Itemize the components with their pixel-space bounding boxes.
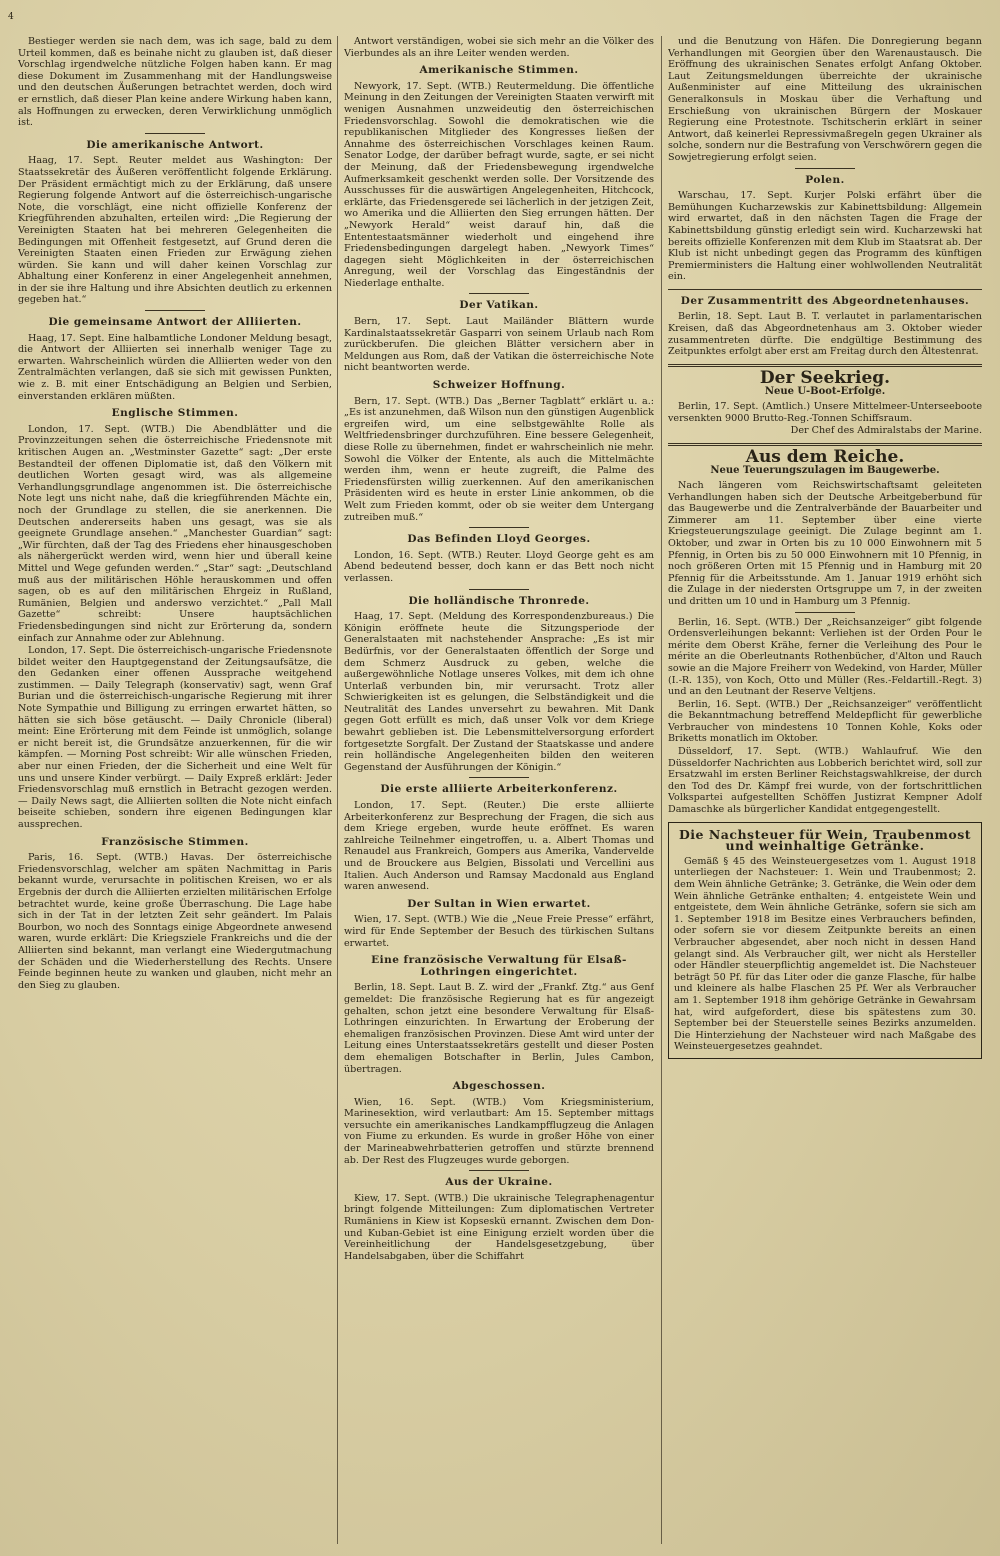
article-text: Haag, 17. Sept. (Meldung des Korrespondenzbureaus.) Die Königin eröffnete heute die Sitzungsperiode der Generalstaaten mit nachstehender Ansprache: „Es ist mir Bedürfnis, vor der Generalstaaten öffentlich der Sorge und dem Schmerz Ausdruck zu geben, welche die außergewöhnliche Notlage unseres Volkes, mit dem ich ohne Unterlaß verbunden bin, mir verursacht. Trotz aller Schwierigkeiten ist es gelungen, die Selbständigkeit und die Neutralität des Landes unversehrt zu bewahren. Mit Dank gegen Gott erfüllt es mich, daß unser Volk vor dem Kriege bewahrt geblieben ist. Die Lebensmittelversorgung erfordert fortgesetzte Sorgfalt. Der Zustand der Staatskasse und andere rein holländische Angelegenheiten bilden den weiteren Gegenstand der Ausführungen der Königin.“ xyxy=(344,611,654,773)
divider xyxy=(795,168,855,169)
headline-labour-conference: Die erste alliierte Arbeiterkonferenz. xyxy=(380,783,618,796)
page-number: 4 xyxy=(8,12,14,22)
article-text: Bern, 17. Sept. Laut Mailänder Blättern wurde Kardinalstaatssekretär Gasparri von seinem Urlaub nach Rom zurückberufen. Die gleichen Blätter versichern aber in Meldungen aus Rom, daß der Vatikan die österreichische Note nicht beantworten werde. xyxy=(344,316,654,374)
article-text: Haag, 17. Sept. Reuter meldet aus Washington: Der Staatssekretär des Äußeren veröffentlicht folgende Erklärung. Der Präsident ermächtigt mich zu der Erklärung, daß unsere Regierung folgende Antwort auf die österreichisch-ungarische Note, die vorschlägt, eine nicht offizielle Konferenz der Kriegführenden abzuhalten, erteilen wird: „Die Regierung der Vereinigten Staaten hat bei mehreren Gelegenheiten die Bedingungen mit Offenheit festgesetzt, auf Grund deren die Vereinigten Staaten einen Frieden zur Erwägung ziehen würden. Sie kann und will daher keinen Vorschlag zur Abhaltung einer Konferenz in einer Angelegenheit annehmen, in der sie ihre Haltung und ihre Absichten deutlich zu erkennen gegeben hat.“ xyxy=(18,155,332,306)
article-text: Nach längeren vom Reichswirtschaftsamt geleiteten Verhandlungen haben sich der Deutsche Arbeitgeberbund für das Baugewerbe und die Zentralverbände der Bauarbeiter und Zimmerer am 11. September über eine vierte Kriegsteuerungszulage geeinigt. Die Zulage beginnt am 1. Oktober, und zwar in Orten bis zu 10 000 Einwohnern mit 5 Pfennig, in Orten bis zu 50 000 Einwohnern mit 10 Pfennig, in noch größeren Orten mit 15 Pfennig und in Hamburg mit 20 Pfennig für die Arbeitsstunde. Am 1. Januar 1919 erhöht sich die Zulage in der niedersten Ortsgruppe um 7, in der zweiten und dritten um 10 und in Hamburg um 3 Pfennig. xyxy=(668,480,982,607)
headline-vatican: Der Vatikan. xyxy=(459,299,539,312)
article-text: Newyork, 17. Sept. (WTB.) Reutermeldung. Die öffentliche Meinung in den Zeitungen der Vereinigten Staaten verwirft mit wenigen Ausnahmen unzweideutig den österreichischen Friedensvorschlag. Sowohl die demokratischen wie die republikanischen Mitglieder des Kongresses ließen der Annahme des österreichischen Vorschlages keinen Raum. Senator Lodge, der darüber befragt wurde, sagte, er sei nicht der Meinung, daß der Friedensbewegung irgendwelche Aufmerksamkeit geschenkt werden solle. Der Vorsitzende des Ausschusses für die auswärtigen Angelegenheiten, Hitchcock, erklärte, das Friedensgerede sei lächerlich in der jetzigen Zeit, wo Amerika und die Alliierten den Sieg errungen hätten. Der „Newyork Herald“ weist darauf hin, daß die Ententestaatsmänner wiederholt und eingehend ihre Friedensbedingungen dargelegt haben. „Newyork Times“ dagegen sieht Möglichkeiten in der österreichischen Anregung, weil der Vorschlag das Eingeständnis der Niederlage enthalte. xyxy=(344,80,654,289)
headline-allies-answer: Die gemeinsame Antwort der Alliierten. xyxy=(48,316,302,329)
article-text: Gemäß § 45 des Weinsteuergesetzes vom 1. August 1918 unterliegen der Nachsteuer: 1. Wein und Traubenmost; 2. dem Wein ähnliche Getränke; 3. Getränke, die Wein oder dem Wein ähnliche Getränke enthalten; 4. entgeistete Wein und entgeistete, dem Wein ähnliche Getränke, sofern sie sich am 1. September 1918 im Besitze eines Verbrauchers befinden, oder sofern sie vor diesem Zeitpunkte bereits an einen Verbraucher abgesendet, aber noch nicht in dessen Hand gelangt sind. Als Verbraucher gilt, wer nicht als Hersteller oder Händler steuerpflichtig angemeldet ist. Die Nachsteuer beträgt 50 Pf. für das Liter oder die ganze Flasche, für halbe und kleinere als halbe Flaschen 25 Pf. Wer als Verbraucher am 1. September 1918 ihm gehörige Getränke in Gewahrsam hat, wird aufgefordert, diese bis spätestens zum 30. September bei der Steuerstelle seines Bezirks anzumelden. Die Hinterziehung der Nachsteuer wird nach Maßgabe des Weinsteuergesetzes geahndet. xyxy=(674,855,976,1053)
article-text: Antwort verständigen, wobei sie sich mehr an die Völker des Vierbundes als an ihre Leiter wenden werden. xyxy=(344,36,654,59)
headline-poland: Polen. xyxy=(805,173,845,186)
headline-american-voices: Amerikanische Stimmen. xyxy=(419,64,579,77)
article-text: und die Benutzung von Häfen. Die Donregierung begann Verhandlungen mit Georgien über den Warenaustausch. Die Eröffnung des ukrainischen Senates erfolgt Anfang Oktober. Laut Zeitungsmeldungen überreichte der ukrainische Außenminister auf eine Mitteilung des ukrainischen Generalkonsuls in Moskau über die Verhaftung und Erschießung von ukrainischen Bürgern der Moskauer Regierung eine Protestnote. Tschitscherin erklärt in seiner Antwort, daß keinerlei Repressivmaßregeln gegen Ukrainer als solche, sondern nur die Bestrafung von Verschwörern gegen die Sowjetregierung erfolgt seien. xyxy=(668,36,982,163)
headline-wine-tax: Die Nachsteuer für Wein, Traubenmost und weinhaltige Getränke. xyxy=(678,826,972,854)
headline-shot-down: Abgeschossen. xyxy=(452,1080,546,1093)
article-text: Paris, 16. Sept. (WTB.) Havas. Der österreichische Friedensvorschlag, welcher am späten Nachmittag in Paris bekannt wurde, verursachte in politischen Kreisen, wo er als Ergebnis der durch die Alliierten erzielten militärischen Erfolge betrachtet wurde, keine große Überraschung. Die Lage habe sich in der Tat in der letzten Zeit sehr geändert. Im Palais Bourbon, wo noch des Sonntags einige Abgeordnete anwesend waren, wurde erklärt: Die Kriegsziele Frankreichs und die der Alliierten sind bekannt, man verlangt eine Wiedergutmachung der Schäden und die Wiederherstellung des Rechts. Unsere Feinde beginnen heute zu wanken und glauben, nicht mehr an den Sieg zu glauben. xyxy=(18,852,332,991)
article-text: Wien, 17. Sept. (WTB.) Wie die „Neue Freie Presse“ erfährt, wird für Ende September der Besuch des türkischen Sultans erwartet. xyxy=(344,914,654,949)
divider xyxy=(469,527,529,528)
divider xyxy=(668,364,982,367)
article-text: Berlin, 18. Sept. Laut B. Z. wird der „Frankf. Ztg.“ aus Genf gemeldet: Die französische Regierung hat es für angezeigt gehalten, schon jetzt eine besondere Verwaltung für Elsaß-Lothringen einzurichten. In Erwartung der Eroberung der ehemaligen französischen Provinzen. Diese Amt wird unter der Leitung eines Unterstaatssekretärs gestellt und dieser Posten dem ehemaligen Botschafter in Berlin, Jules Cambon, übertragen. xyxy=(344,982,654,1075)
article-text: London, 17. Sept. Die österreichisch-ungarische Friedensnote bildet weiter den Hauptgegenstand der Zeitungsaufsätze, die den Gedanken einer offenen Aussprache weitgehend zustimmen. — Daily Telegraph (konservativ) sagt, wenn Graf Burian und die österreichisch-ungarische Regierung mit ihrer Note Sympathie und Billigung zu erringen erwartet hätten, so hätten sie sich böse getäuscht. — Daily Chronicle (liberal) meint: Eine Erörterung mit dem Feinde ist unmöglich, solange er nicht bereit ist, die Grundsätze anzuerkennen, für die wir kämpfen. — Morning Post schreibt: Wir alle wünschen Frieden, aber nur einen Frieden, der die Sicherheit und eine Welt für uns und unsere Kinder verbürgt. — Daily Expreß erklärt: Jeder Friedensvorschlag muß ernstlich in Betracht gezogen werden. — Daily News sagt, die Alliierten sollten die Note nicht einfach beiseite schieben, sondern ihre eigenen Bedingungen klar aussprechen. xyxy=(18,645,332,830)
article-text: Berlin, 17. Sept. (Amtlich.) Unsere Mittelmeer-Unterseeboote versenkten 9000 Brutto-Reg.-Tonnen Schiffsraum. xyxy=(668,401,982,424)
article-text: Berlin, 16. Sept. (WTB.) Der „Reichsanzeiger“ gibt folgende Ordensverleihungen bekannt: Verliehen ist der Orden Pour le mérite dem Oberst Krähe, ferner die Verleihung des Pour le mérite an die Oberleutnants Rothenbücher, d'Alton und Rauch sowie an die Majore Freiherr von Wedekind, von Harder, Müller (I.-R. 135), von Koch, Otto und Müller (Res.-Feldartill.-Regt. 3) und an den Leutnant der Reserve Veltjens. xyxy=(668,616,982,698)
column-2 xyxy=(344,36,654,1544)
headline-us-answer: Die amerikanische Antwort. xyxy=(86,138,264,151)
headline-lloyd-george: Das Befinden Lloyd Georges. xyxy=(407,533,591,546)
column-3 xyxy=(668,36,982,1544)
divider xyxy=(469,777,529,778)
article-text: London, 16. Sept. (WTB.) Reuter. Lloyd George geht es am Abend bedeutend besser, doch kann er das Bett noch nicht verlassen. xyxy=(344,549,654,584)
tax-notice-box xyxy=(668,822,982,1059)
article-text: Kiew, 17. Sept. (WTB.) Die ukrainische Telegraphenagentur bringt folgende Mitteilungen: Zum diplomatischen Vertreter Rumäniens in Kiew ist Kopseskü ernannt. Zwischen dem Don- und Kuban-Gebiet ist eine Einigung erzielt worden über die Vereinheitlichung der Handelsgesetzgebung, über Handelsabgaben, über die Schiffahrt xyxy=(344,1192,654,1262)
divider xyxy=(145,133,205,134)
article-text: London, 17. Sept. (WTB.) Die Abendblätter und die Provinzzeitungen sehen die österreichische Friedensnote mit kritischen Augen an. „Westminster Gazette“ sagt: „Der erste Bestandteil der offenen Diplomatie ist, daß den Völkern mit deutlichen Worten gesagt wird, was als allgemeine Verhandlungsgrundlage angenommen ist. Die österreichische Note legt uns nicht nahe, daß die kriegführenden Mächte ein, noch der Grundlage zu stellen, die sie anerkennen. Die Deutschen andererseits haben uns gesagt, was sie als geeignete Grundlage ansehen.“ „Manchester Guardian“ sagt: „Wir fürchten, daß der Tag des Friedens eher hinausgeschoben als nähergerückt werden wird, wenn hier und überall keine Mittel und Wege gefunden werden.“ „Star“ sagt: „Deutschland muß aus der militärischen Höhle herauskommen und offen sagen, ob es auf den militärischen Ehrgeiz in Rußland, Rumänien, Belgien und anderswo verzichtet.“ „Pall Mall Gazette“ schreibt: Unsere hauptsächlichen Friedensbedingungen sind nicht zur Erörterung da, sondern einfach zur Annahme oder zur Ablehnung. xyxy=(18,423,332,644)
headline-sultan: Der Sultan in Wien erwartet. xyxy=(407,897,591,910)
article-text: Warschau, 17. Sept. Kurjer Polski erfährt über die Bemühungen Kucharzewskis zur Kabinettsbildung: Allgemein wird erwartet, daß in den nächsten Tagen die Frage der Kabinettsbildung günstig erledigt sein wird. Kucharzewski hat bereits offizielle Konferenzen mit dem Klub im Staatsrat ab. Der Klub ist nicht unbedingt gegen das Programm des künftigen Premierministers die Haltung einer wohlwollenden Neutralität ein. xyxy=(668,190,982,283)
headline-french-voices: Französische Stimmen. xyxy=(101,835,249,848)
headline-alsace-lorraine: Eine französische Verwaltung für Elsaß-Lothringen eingerichtet. xyxy=(371,954,627,978)
headline-parliament: Der Zusammentritt des Abgeordnetenhauses. xyxy=(680,294,970,307)
headline-dutch-speech: Die holländische Thronrede. xyxy=(408,594,590,607)
article-text: Bern, 17. Sept. (WTB.) Das „Berner Tagblatt“ erklärt u. a.: „Es ist anzunehmen, daß Wilson nun den günstigen Augenblick ergreifen wird, um eine selbstgewählte Rolle als Weltfriedensbringer durchzuführen. Eine bessere Gelegenheit, diese Rolle zu übernehmen, findet er wahrscheinlich nie mehr. Sowohl die Völker der Entente, als auch die Mittelmächte werden ihm, wenn er heute zugreift, die Palme des Friedensfürsten willig zuerkennen. Auf den amerikanischen Präsidenten wird es heute in erster Linie ankommen, ob die Welt zum Frieden kommt, oder ob sie weiter dem Untergang zutreiben muß.“ xyxy=(344,395,654,523)
subheadline-u-boat: Neue U-Boot-Erfolge. xyxy=(764,386,886,398)
article-text: Düsseldorf, 17. Sept. (WTB.) Wahlaufruf. Wie den Düsseldorfer Nachrichten aus Lobberich berichtet wird, soll zur Ersatzwahl im ersten Berliner Reichstagswahlkreise, der durch den Tod des Dr. Kämpf frei wurde, von der fortschrittlichen Volkspartei aufgestellten Schöffen Justizrat Kempner Adolf Damaschke als bürgerlicher Kandidat entgegengestellt. xyxy=(668,746,982,816)
divider xyxy=(795,612,855,613)
headline-english-voices: Englische Stimmen. xyxy=(111,407,239,420)
article-text: Berlin, 18. Sept. Laut B. T. verlautet in parlamentarischen Kreisen, daß das Abgeordnetenhaus am 3. Oktober wieder zusammentreten dürfte. Die endgültige Bestimmung des Zeitpunktes erfolgt aber erst am Freitag durch den Ältestenrat. xyxy=(668,311,982,358)
article-text: London, 17. Sept. (Reuter.) Die erste alliierte Arbeiterkonferenz zur Besprechung der Fragen, die sich aus dem Kriege ergeben, wurde heute eröffnet. Es waren zahlreiche Teilnehmer eingetroffen, u. a. Albert Thomas und Renaudel aus Frankreich, Gompers aus Amerika, Vandervelde und de Brouckere aus Belgien, Bissolati und Vercellini aus Italien. Auch Anderson und Ramsay Macdonald aus England waren anwesend. xyxy=(344,800,654,893)
article-text: Berlin, 16. Sept. (WTB.) Der „Reichsanzeiger“ veröffentlicht die Bekanntmachung betreffend Meldepflicht für gewerbliche Verbraucher von mindestens 10 Tonnen Kohle, Koks oder Briketts monatlich im Oktober. xyxy=(668,698,982,745)
headline-ukraine: Aus der Ukraine. xyxy=(445,1176,553,1189)
headline-empire: Aus dem Reiche. xyxy=(745,446,905,467)
divider xyxy=(145,310,205,311)
column-rule xyxy=(337,36,338,1544)
headline-swiss-hope: Schweizer Hoffnung. xyxy=(432,379,566,392)
article-text: Wien, 16. Sept. (WTB.) Vom Kriegsministerium, Marinesektion, wird verlautbart: Am 15. September mittags versuchte ein amerikanisches Landkampfflugzeug die Anlagen von Fiume zu erkunden. Es wurde in großer Höhe von einer der Marineabwehrbatterien getroffen und stürzte brennend ab. Der Rest des Flugzeuges wurde geborgen. xyxy=(344,1096,654,1166)
article-text: Bestieger werden sie nach dem, was ich sage, bald zu dem Urteil kommen, daß es beinahe nicht zu glauben ist, daß dieser Vorschlag irgendwelche nützliche Folgen haben kann. Er mag diese Dokument im Zusammenhang mit der Handlungsweise und den deutschen Äußerungen betrachtet werden, doch wird er ernstlich, daß dieser Plan keine andere Wirkung haben kann, als Hoffnungen zu erwecken, deren Verwirklichung unmöglich ist. xyxy=(18,36,332,129)
divider xyxy=(469,589,529,590)
column-1 xyxy=(18,36,332,1544)
divider xyxy=(469,1170,529,1171)
article-text: Haag, 17. Sept. Eine halbamtliche Londoner Meldung besagt, die Antwort der Alliierten sei innerhalb weniger Tage zu erwarten. Wahrscheinlich würden die Alliierten weder von den Zentralmächten verlangen, daß sie sich mit gewissen Punkten, wie z. B. mit einer Entschädigung an Belgien und Serbien, einverstanden erklären müßten. xyxy=(18,332,332,402)
divider xyxy=(469,293,529,294)
column-rule xyxy=(661,36,662,1544)
divider xyxy=(668,289,982,290)
subheadline-wage-supplement: Neue Teuerungszulagen im Baugewerbe. xyxy=(710,465,940,477)
divider xyxy=(668,443,982,446)
signature-line: Der Chef des Admiralstabs der Marine. xyxy=(790,425,982,437)
headline-naval-war: Der Seekrieg. xyxy=(759,367,891,388)
